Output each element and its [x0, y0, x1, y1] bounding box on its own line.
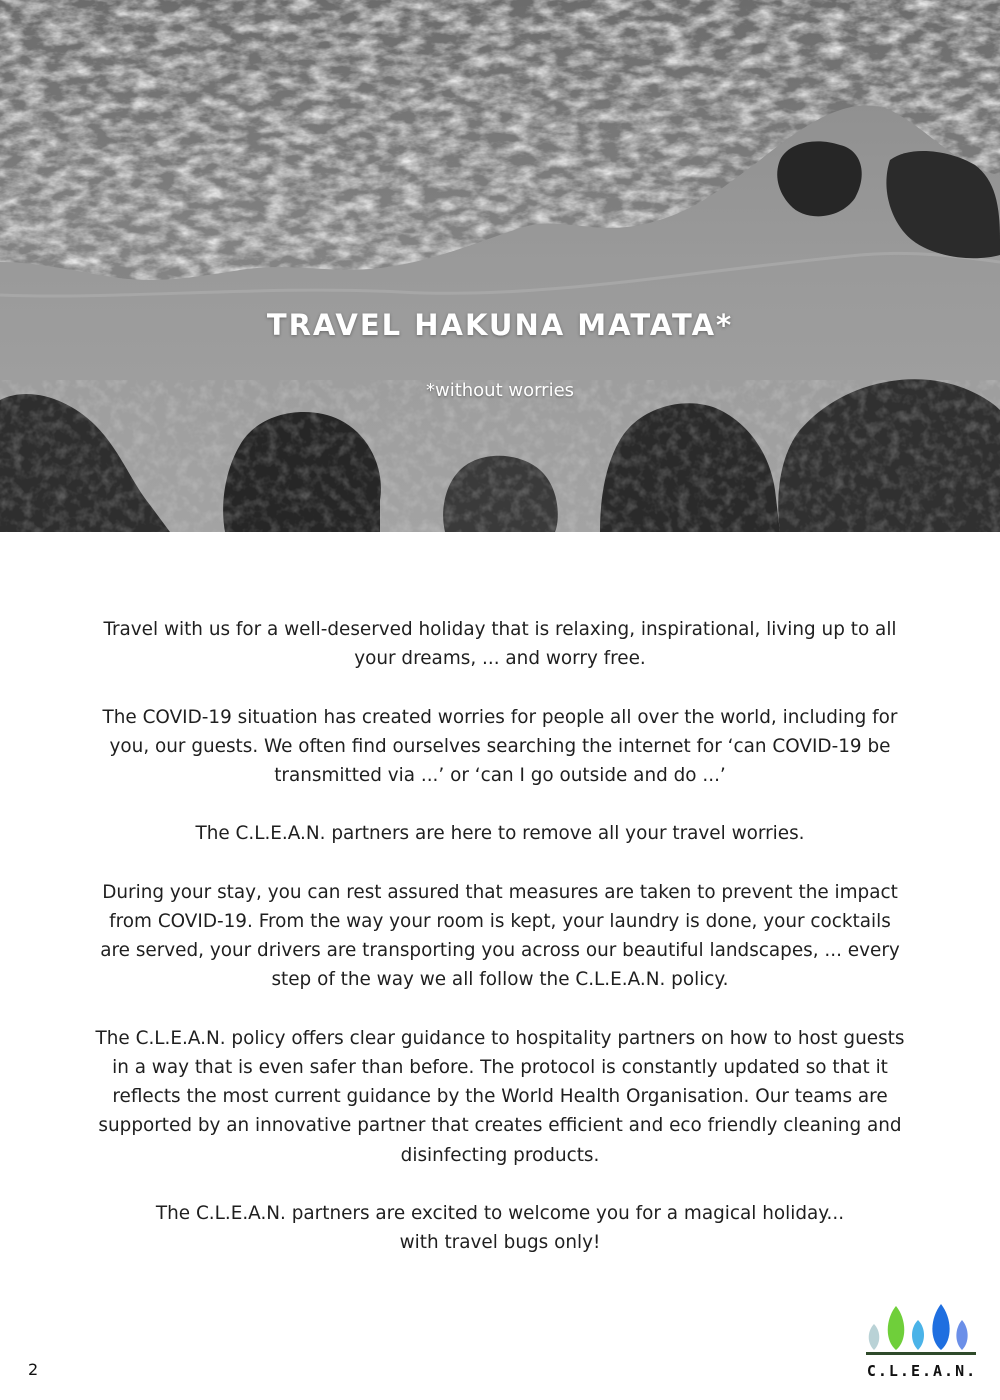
text-line: The C.L.E.A.N. partners are here to remove all your travel worries. [195, 823, 805, 845]
leaf-icon [912, 1320, 924, 1350]
page-number: 2 [28, 1360, 39, 1379]
hero-banner [0, 0, 1000, 532]
paragraph-partners [50, 819, 950, 848]
text-line: supported by an innovative partner that creates efficient and eco friendly cleaning and [98, 1115, 902, 1137]
text-line: step of the way we all follow the C.L.E.A.N. policy. [271, 969, 729, 991]
text-line: The C.L.E.A.N. partners are excited to welcome you for a magical holiday... [155, 1202, 845, 1224]
leaf-icon [869, 1324, 880, 1350]
text-line: you, our guests. We often find ourselves searching the internet for ‘can COVID-19 be [109, 735, 891, 757]
leaf-icon [888, 1306, 905, 1350]
text-line: Travel with us for a well-deserved holiday that is relaxing, inspirational, living up to all [103, 619, 897, 640]
paragraph-policy [50, 1024, 950, 1170]
page-title: TRAVEL HAKUNA MATATA* [266, 308, 734, 342]
text-line: During your stay, you can rest assured that measures are taken to prevent the impact [102, 881, 898, 903]
text-line: in a way that is even safer than before. The protocol is constantly updated so that it [112, 1056, 888, 1078]
aerial-beach-photo [0, 0, 1000, 532]
text-line: reflects the most current guidance by the World Health Organisation. Our teams are [112, 1086, 888, 1108]
text-line: with travel bugs only! [399, 1232, 601, 1254]
text-line: from COVID-19. From the way your room is kept, your laundry is done, your cocktails [109, 910, 891, 932]
text-line: your dreams, ... and worry free. [354, 648, 646, 670]
paragraph-intro [50, 615, 950, 673]
leaf-icon [932, 1304, 949, 1350]
body-text [50, 615, 950, 1257]
paragraph-welcome [50, 1199, 950, 1257]
text-line: disinfecting products. [400, 1144, 600, 1166]
paragraph-covid [50, 703, 950, 791]
paragraph-stay [50, 878, 950, 995]
text-line: The COVID-19 situation has created worries for people all over the world, including for [102, 706, 898, 728]
text-line: are served, your drivers are transporting you across our beautiful landscapes, ... every [100, 940, 900, 962]
text-line: transmitted via ...’ or ‘can I go outside and do ...’ [274, 765, 726, 786]
page-subtitle: *without worries [425, 380, 575, 401]
leaf-icon [956, 1320, 967, 1350]
logo-text: C.L.E.A.N. [866, 1362, 978, 1380]
text-line: The C.L.E.A.N. policy offers clear guidance to hospitality partners on how to host guests [95, 1027, 905, 1049]
